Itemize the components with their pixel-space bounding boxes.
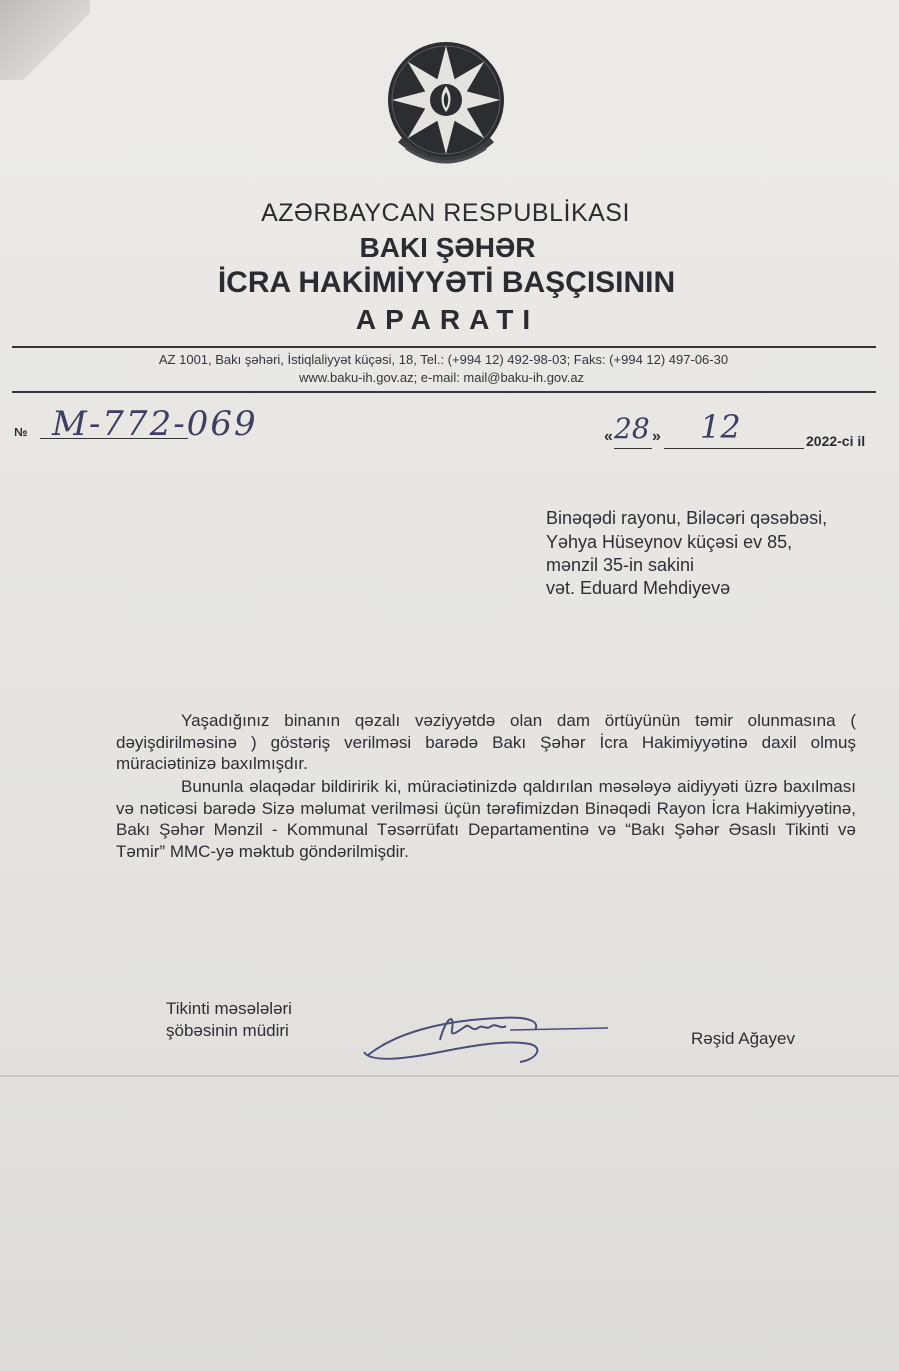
recipient-line-4: vət. Eduard Mehdiyevə — [546, 578, 731, 598]
date-month-line — [664, 448, 804, 449]
recipient-line-1: Binəqədi rayonu, Biləcəri qəsəbəsi, — [546, 508, 828, 528]
header-divider-top — [12, 346, 876, 348]
body-paragraph-1: Yaşadığınız binanın qəzalı vəziyyətdə olan dam örtüyünün təmir olunmasına ( dəyişdirilməsinə ) göstəriş verilməsi barədə Bakı Şəhər İcra Hakimiyyətinə daxil olmuş müraciətinizə baxılmışdır. — [116, 711, 856, 773]
document-number-handwritten: M-772-069 — [52, 404, 258, 444]
header-web: www.baku-ih.gov.az; e-mail: mail@baku-ih.gov.az — [298, 370, 585, 385]
date-day-handwritten: 28 — [614, 412, 650, 445]
header-city: BAKI ŞƏHƏR — [359, 232, 536, 263]
date-month-handwritten: 12 — [700, 408, 741, 446]
recipient-line-3: mənzil 35-in sakini — [546, 555, 695, 575]
document-number-label: № — [14, 425, 28, 439]
handwritten-signature-icon — [360, 1000, 620, 1080]
date-open-quote: « — [604, 428, 613, 445]
header-apparatus: APARATI — [355, 304, 540, 335]
signer-title-line-2: şöbəsinin müdiri — [166, 1021, 289, 1040]
header-address: AZ 1001, Bakı şəhəri, İstiqlaliyyət küçəsi, 18, Tel.: (+994 12) 492-98-03; Faks: (+994 12) 497-06-30 — [158, 352, 729, 367]
date-close-quote: » — [652, 428, 661, 445]
signer-name: Rəşid Ağayev — [691, 1029, 795, 1048]
folded-corner — [0, 0, 90, 80]
date-year: 2022-ci il — [806, 433, 866, 449]
body-paragraph-2: Bununla əlaqədar bildiririk ki, müraciətinizdə qaldırılan məsələyə aidiyyəti üzrə baxılması və nəticəsi barədə Sizə məlumat verilməsi üçün tərəfimizdən Binəqədi Rayon İcra Hakimiyyətinə, Bakı Şəhər Mənzil - Kommunal Təsərrüfatı Departamentinə və “Bakı Şəhər Əsaslı Tikinti və Təmir” MMC-yə məktub göndərilmişdir. — [116, 777, 856, 861]
recipient-line-2: Yəhya Hüseynov küçəsi ev 85, — [546, 532, 793, 552]
header-executive: İCRA HAKİMİYYƏTİ BAŞÇISININ — [217, 266, 676, 299]
header-divider-bottom — [12, 391, 876, 393]
date-day-line — [614, 448, 652, 449]
header-republic: AZƏRBAYCAN RESPUBLİKASI — [261, 199, 630, 227]
state-emblem-icon — [380, 30, 512, 180]
signer-title-line-1: Tikinti məsələləri — [166, 999, 292, 1018]
